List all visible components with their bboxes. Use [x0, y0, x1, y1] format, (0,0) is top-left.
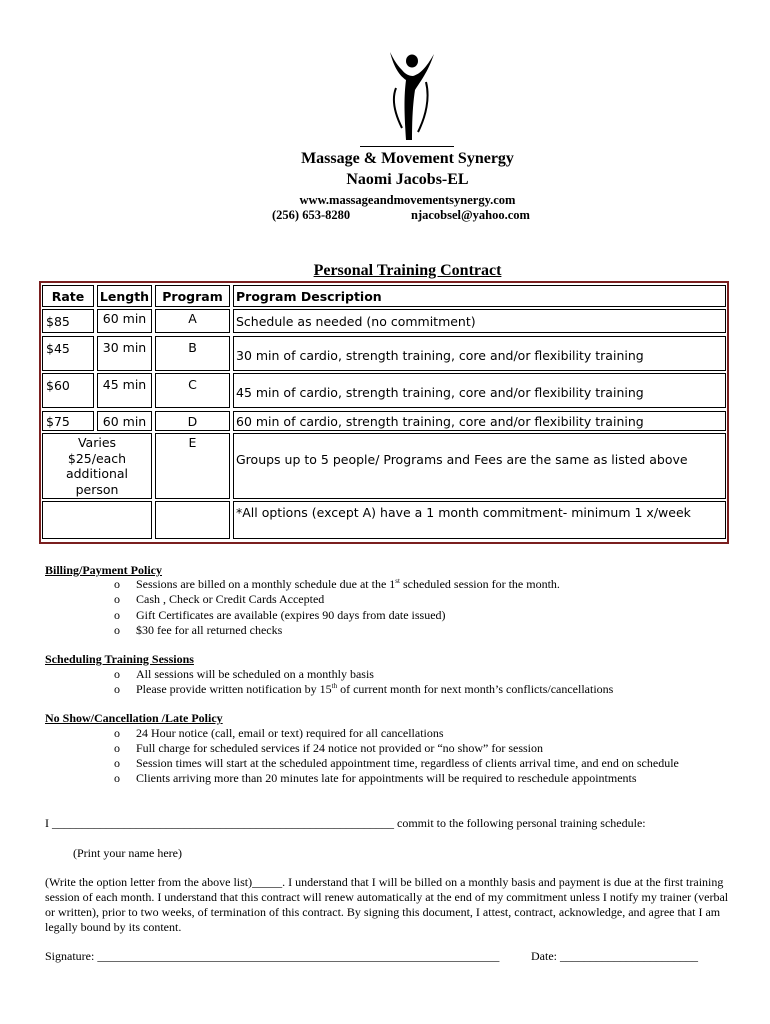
list-item: o Session times will start at the scheduled appointment time, regardless of clients arrival time, and end on schedule [114, 756, 679, 770]
col-header-description: Program Description [233, 285, 726, 307]
signature-field[interactable]: Signature: ___________________________________________________________________ [45, 949, 500, 963]
length-cell: 30 min [97, 336, 152, 371]
rate-cell: $85 [42, 309, 94, 333]
print-name-hint: (Print your name here) [73, 846, 182, 860]
program-cell: B [155, 336, 230, 371]
list-item: o 24 Hour notice (call, email or text) required for all cancellations [114, 726, 444, 740]
noshow-heading: No Show/Cancellation /Late Policy [45, 711, 223, 725]
empty-cell [155, 501, 230, 539]
bullet: o [114, 608, 120, 622]
length-cell: 60 min [97, 309, 152, 333]
bullet: o [114, 771, 120, 785]
rate-line: $25/each [67, 450, 127, 466]
scheduling-heading: Scheduling Training Sessions [45, 652, 194, 666]
rate-cell: $60 [42, 373, 94, 408]
col-header-length: Length [97, 285, 152, 307]
list-item: o Full charge for scheduled services if 24 notice not provided or “no show” for session [114, 741, 544, 755]
website-link[interactable]: www.massageandmovementsynergy.com [299, 193, 516, 207]
phone-number: (256) 653-8280 [272, 208, 351, 222]
logo-divider [360, 146, 454, 147]
program-cell: D [155, 411, 230, 431]
rate-cell: $75 [42, 411, 94, 431]
bullet: o [114, 741, 120, 755]
empty-cell [42, 501, 152, 539]
description-cell: 60 min of cardio, strength training, core and/or flexibility training [233, 411, 726, 431]
length-cell: 45 min [97, 373, 152, 408]
bullet: o [114, 667, 120, 681]
rate-line: additional [65, 466, 129, 481]
list-item: o $30 fee for all returned checks [114, 623, 283, 637]
col-header-program: Program [155, 285, 230, 307]
length-cell: 60 min [97, 411, 152, 431]
list-item: o Gift Certificates are available (expires 90 days from date issued) [114, 608, 446, 622]
description-cell: Schedule as needed (no commitment) [233, 309, 726, 333]
list-item: o Sessions are billed on a monthly schedule due at the 1st scheduled session for the month. [114, 577, 560, 591]
billing-heading: Billing/Payment Policy [45, 563, 162, 577]
list-item: o Clients arriving more than 20 minutes late for appointments will be required to reschedule appointments [114, 771, 637, 785]
description-cell: Groups up to 5 people/ Programs and Fees are the same as listed above [233, 433, 726, 499]
date-field[interactable]: Date: _______________________ [531, 949, 698, 963]
contract-title: Personal Training Contract [313, 262, 502, 279]
rate-line: person [75, 481, 119, 497]
owner-name: Naomi Jacobs-EL [346, 171, 469, 188]
rate-cell: $45 [42, 336, 94, 371]
program-cell: E [155, 433, 230, 499]
dancing-figure-icon [382, 48, 438, 148]
bullet: o [114, 726, 120, 740]
list-item: o Please provide written notification by 15th of current month for next month’s conflicts/cancellations [114, 682, 614, 696]
commitment-note: *All options (except A) have a 1 month commitment- minimum 1 x/week [233, 501, 726, 539]
list-item: o Cash , Check or Credit Cards Accepted [114, 592, 325, 606]
bullet: o [114, 592, 120, 606]
bullet: o [114, 756, 120, 770]
business-name: Massage & Movement Synergy [301, 150, 514, 167]
list-item: o All sessions will be scheduled on a monthly basis [114, 667, 374, 681]
program-cell: A [155, 309, 230, 333]
name-commit-field[interactable]: I _________________________________________________________ commit to the following personal training schedule: [45, 816, 646, 830]
agreement-text: (Write the option letter from the above list)_____. I understand that I will be billed on a monthly basis and payment is due at the first training session of each month. I understand that this contract will renew automatically at the end of my commitment unless I notify my trainer (verbal or written), prior to two weeks, of termination of this contract. By signing this document, I attest, contract, acknowledge, and agree that I am legally bound by its content. [45, 875, 729, 934]
program-cell: C [155, 373, 230, 408]
col-header-rate: Rate [42, 285, 94, 307]
bullet: o [114, 623, 120, 637]
email-link[interactable]: njacobsel@yahoo.com [411, 208, 530, 222]
bullet: o [114, 682, 120, 696]
rate-line: Varies [77, 435, 117, 450]
description-cell: 45 min of cardio, strength training, core and/or flexibility training [233, 373, 726, 408]
description-cell: 30 min of cardio, strength training, core and/or flexibility training [233, 336, 726, 371]
rate-cell-varies [42, 433, 152, 499]
bullet: o [114, 577, 120, 591]
